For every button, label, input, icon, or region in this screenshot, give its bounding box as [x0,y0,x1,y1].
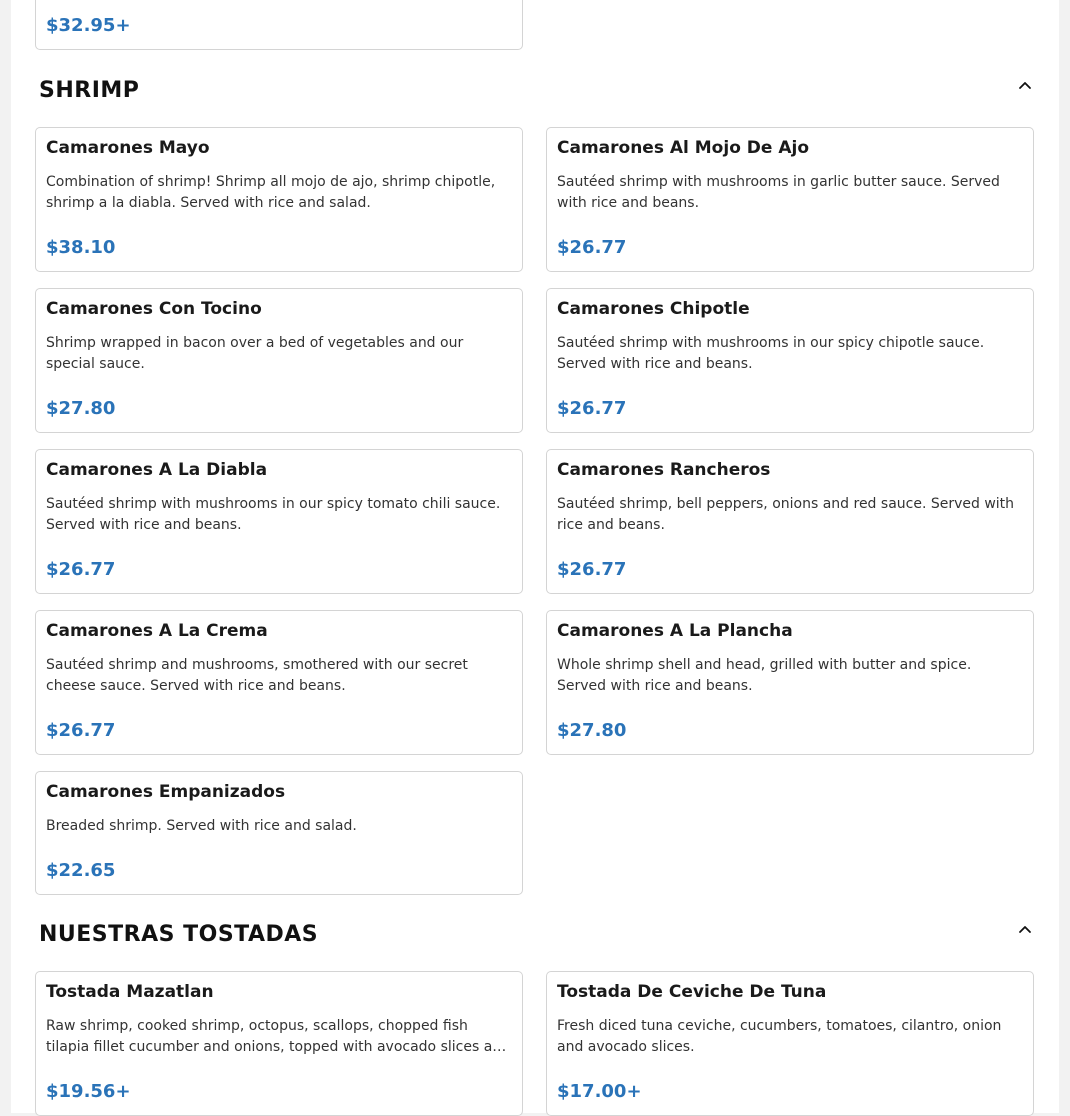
menu-page [11,0,1059,1113]
item-description: Whole shrimp shell and head, grilled with butter and spice. Served with rice and beans. [557,657,972,694]
item-description: Sautéed shrimp and mushrooms, smothered with our secret cheese sauce. Served with rice and beans. [46,657,468,694]
item-description: Raw shrimp, cooked shrimp, octopus, scallops, chopped fish tilapia fillet cucumber and onions, topped with avocado slices a… [46,1018,507,1055]
item-description: Sautéed shrimp with mushrooms in our spicy tomato chili sauce. Served with rice and beans. [46,496,501,533]
item-price: $26.77 [46,559,116,580]
menu-item-card[interactable] [35,127,523,272]
menu-item-card[interactable] [35,0,523,50]
menu-item-card[interactable] [546,971,1034,1116]
item-description: Sautéed shrimp with mushrooms in garlic butter sauce. Served with rice and beans. [557,174,1000,211]
chevron-up-icon [1015,919,1035,939]
menu-item-card[interactable] [35,449,523,594]
menu-item-card[interactable] [35,771,523,895]
item-name: Camarones Rancheros [557,460,771,480]
item-price: $38.10 [46,237,116,258]
item-name: Camarones Mayo [46,138,210,158]
item-description: Shrimp wrapped in bacon over a bed of vegetables and our special sauce. [46,335,464,372]
item-price: $22.65 [46,860,116,881]
item-description: Breaded shrimp. Served with rice and salad. [46,818,357,834]
item-price: $19.56+ [46,1081,131,1102]
item-name: Camarones A La Diabla [46,460,268,480]
section-title-tostadas: NUESTRAS TOSTADAS [39,922,319,947]
item-price: $26.77 [557,559,627,580]
item-description: Sautéed shrimp, bell peppers, onions and red sauce. Served with rice and beans. [557,496,1015,533]
item-name: Camarones Chipotle [557,299,750,319]
menu-item-card[interactable] [546,288,1034,433]
item-description: Sautéed shrimp with mushrooms in our spicy chipotle sauce. Served with rice and beans. [557,335,985,372]
item-price: $26.77 [557,237,627,258]
menu-item-card[interactable] [546,449,1034,594]
item-price: $26.77 [557,398,627,419]
item-price: $32.95+ [46,15,131,36]
menu-item-card[interactable] [35,971,523,1116]
section-collapse-button[interactable] [1015,75,1035,95]
item-price: $17.00+ [557,1081,642,1102]
menu-item-card[interactable] [546,127,1034,272]
section-title-shrimp: SHRIMP [39,78,140,103]
item-description: Fresh diced tuna ceviche, cucumbers, tomatoes, cilantro, onion and avocado slices. [557,1018,1002,1055]
menu-item-card[interactable] [35,288,523,433]
item-description: Combination of shrimp! Shrimp all mojo de ajo, shrimp chipotle, shrimp a la diabla. Served with rice and salad. [46,174,496,211]
item-name: Tostada De Ceviche De Tuna [557,982,827,1002]
item-price: $26.77 [46,720,116,741]
section-collapse-button[interactable] [1015,919,1035,939]
item-price: $27.80 [557,720,627,741]
menu-item-card[interactable] [546,610,1034,755]
item-name: Camarones A La Crema [46,621,268,641]
item-name: Camarones Empanizados [46,782,286,802]
chevron-up-icon [1015,75,1035,95]
item-name: Tostada Mazatlan [46,982,214,1002]
menu-item-card[interactable] [35,610,523,755]
item-price: $27.80 [46,398,116,419]
item-name: Camarones Con Tocino [46,299,262,319]
item-name: Camarones Al Mojo De Ajo [557,138,810,158]
item-name: Camarones A La Plancha [557,621,793,641]
